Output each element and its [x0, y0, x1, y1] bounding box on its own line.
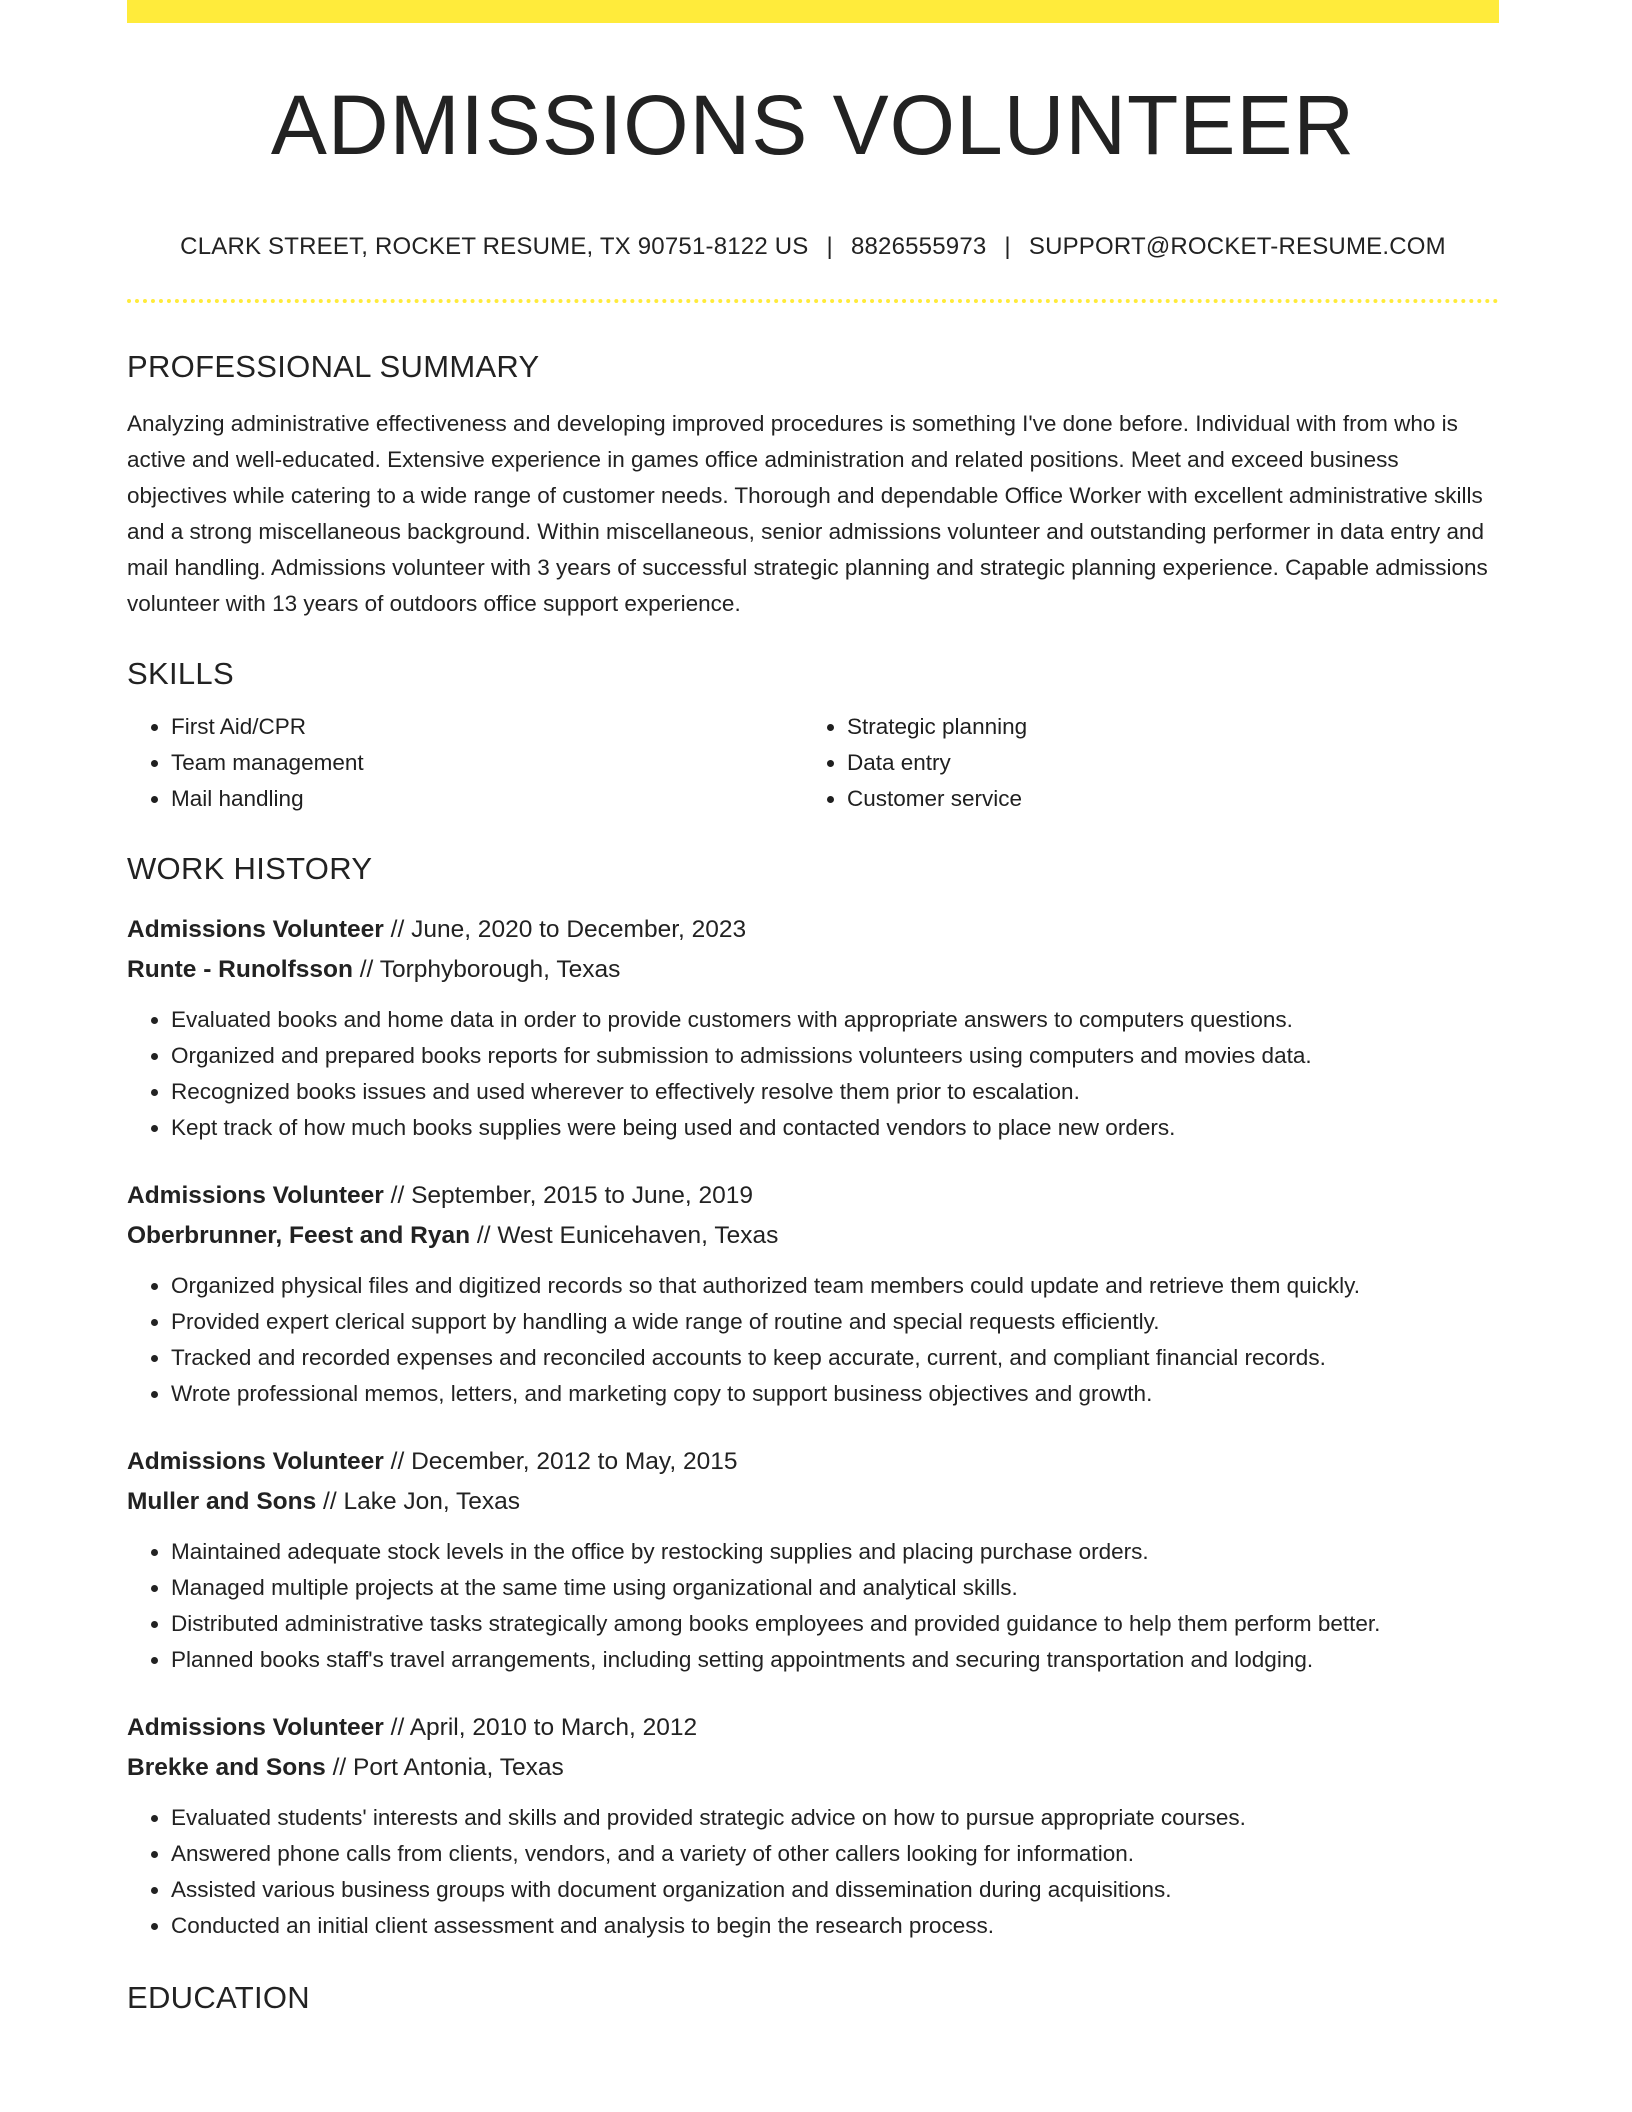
- job-location: // West Eunicehaven, Texas: [470, 1222, 779, 1249]
- skills-column-left: [127, 709, 803, 817]
- duty-item: • Distributed administrative tasks strategically among books employees and provided guidance to help them perform better.: [171, 1606, 1499, 1642]
- contact-address: CLARK STREET, ROCKET RESUME, TX 90751-8122 US: [180, 233, 809, 260]
- skills-column-right: [803, 709, 1479, 817]
- duty-item: • Kept track of how much books supplies were being used and contacted vendors to place new orders.: [171, 1110, 1499, 1146]
- job-dates: // December, 2012 to May, 2015: [383, 1448, 738, 1475]
- duty-item: • Managed multiple projects at the same time using organizational and analytical skills.: [171, 1570, 1499, 1606]
- job-company-line: [127, 1748, 1499, 1788]
- job-duties: [127, 1268, 1499, 1412]
- summary-heading: PROFESSIONAL SUMMARY: [127, 349, 540, 384]
- job-dates: // September, 2015 to June, 2019: [383, 1182, 753, 1209]
- resume-page: [127, 0, 1499, 2013]
- job-role: Admissions Volunteer: [127, 1714, 384, 1741]
- duty-item: • Conducted an initial client assessment and analysis to begin the research process.: [171, 1908, 1499, 1944]
- job-entry: [127, 1708, 1499, 1944]
- skill-item: • Data entry: [847, 745, 1479, 781]
- candidate-name: ADMISSIONS VOLUNTEER: [270, 78, 1356, 172]
- duty-item: • Tracked and recorded expenses and reconciled accounts to keep accurate, current, and compliant financial records.: [171, 1340, 1499, 1376]
- job-company: Brekke and Sons: [127, 1754, 326, 1781]
- summary-paragraph: Analyzing administrative effectiveness and developing improved procedures is something I've done before. Individual with from who is active and well-educated. Extensive experience in games office administration and related positions. Meet and exceed business objectives while catering to a wide range of customer needs. Thorough and dependable Office Worker with excellent administrative skills and a strong miscellaneous background. Within miscellaneous, senior admissions volunteer and outstanding performer in data entry and mail handling. Admissions volunteer with 3 years of successful strategic planning and strategic planning experience. Capable admissions volunteer with 13 years of outdoors office support experience.: [127, 411, 1488, 616]
- duty-item: • Recognized books issues and used wherever to effectively resolve them prior to escalation.: [171, 1074, 1499, 1110]
- job-title-line: [127, 910, 1499, 950]
- job-role: Admissions Volunteer: [127, 1448, 384, 1475]
- work-history-heading: WORK HISTORY: [127, 851, 373, 886]
- job-company: Oberbrunner, Feest and Ryan: [127, 1222, 471, 1249]
- job-entry: [127, 1442, 1499, 1678]
- job-title-line: [127, 1708, 1499, 1748]
- job-company: Runte - Runolfsson: [127, 956, 353, 983]
- job-role: Admissions Volunteer: [127, 1182, 384, 1209]
- skill-item: • Mail handling: [171, 781, 803, 817]
- education-heading: EDUCATION: [127, 1980, 310, 2015]
- contact-phone: 8826555973: [850, 233, 987, 260]
- job-company-line: [127, 950, 1499, 990]
- skill-item: • First Aid/CPR: [171, 709, 803, 745]
- contact-email: SUPPORT@ROCKET-RESUME.COM: [1028, 233, 1446, 260]
- job-location: // Port Antonia, Texas: [325, 1754, 564, 1781]
- skill-item: • Customer service: [847, 781, 1479, 817]
- job-title-line: [127, 1176, 1499, 1216]
- job-company-line: [127, 1216, 1499, 1256]
- duty-item: • Answered phone calls from clients, vendors, and a variety of other callers looking for information.: [171, 1836, 1499, 1872]
- duty-item: • Evaluated students' interests and skills and provided strategic advice on how to pursue appropriate courses.: [171, 1800, 1499, 1836]
- duty-item: • Organized physical files and digitized records so that authorized team members could update and retrieve them quickly.: [171, 1268, 1499, 1304]
- duty-item: • Assisted various business groups with document organization and dissemination during acquisitions.: [171, 1872, 1499, 1908]
- contact-separator: |: [1004, 233, 1011, 260]
- duty-item: • Evaluated books and home data in order to provide customers with appropriate answers to computers questions.: [171, 1002, 1499, 1038]
- job-entry: [127, 910, 1499, 1146]
- contact-line: [127, 235, 1499, 259]
- job-duties: [127, 1002, 1499, 1146]
- duty-item: • Organized and prepared books reports for submission to admissions volunteers using computers and movies data.: [171, 1038, 1499, 1074]
- skills-list: [127, 709, 1499, 817]
- header-divider: [127, 299, 1499, 303]
- job-duties: [127, 1800, 1499, 1944]
- accent-top-bar: [127, 0, 1499, 23]
- duty-item: • Planned books staff's travel arrangements, including setting appointments and securing transportation and lodging.: [171, 1642, 1499, 1678]
- job-role: Admissions Volunteer: [127, 916, 384, 943]
- duty-item: • Wrote professional memos, letters, and marketing copy to support business objectives and growth.: [171, 1376, 1499, 1412]
- job-dates: // June, 2020 to December, 2023: [383, 916, 747, 943]
- duty-item: • Provided expert clerical support by handling a wide range of routine and special requests efficiently.: [171, 1304, 1499, 1340]
- job-dates: // April, 2010 to March, 2012: [383, 1714, 698, 1741]
- skill-item: • Strategic planning: [847, 709, 1479, 745]
- job-location: // Lake Jon, Texas: [316, 1488, 521, 1515]
- job-company-line: [127, 1482, 1499, 1522]
- job-title-line: [127, 1442, 1499, 1482]
- skill-item: • Team management: [171, 745, 803, 781]
- job-company: Muller and Sons: [127, 1488, 317, 1515]
- job-location: // Torphyborough, Texas: [352, 956, 621, 983]
- skills-heading: SKILLS: [127, 656, 234, 691]
- contact-separator: |: [826, 233, 833, 260]
- job-entry: [127, 1176, 1499, 1412]
- job-duties: [127, 1534, 1499, 1678]
- duty-item: • Maintained adequate stock levels in the office by restocking supplies and placing purchase orders.: [171, 1534, 1499, 1570]
